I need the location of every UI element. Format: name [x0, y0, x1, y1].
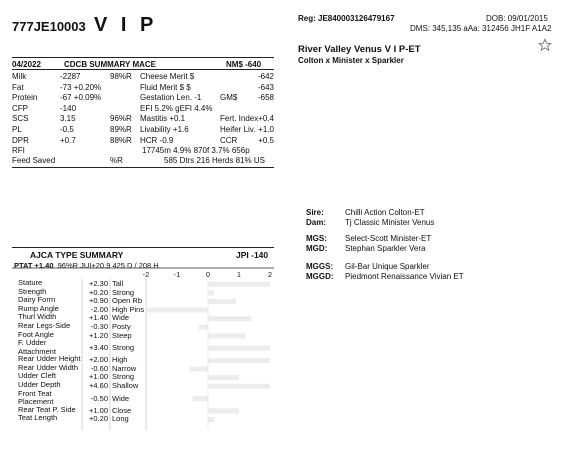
mggd-label: MGGD:	[306, 272, 334, 281]
axis-tick-label: -1	[173, 270, 181, 279]
mgd-value: Stephan Sparkler Vera	[345, 244, 426, 253]
cdcb-cell: 98%R	[110, 72, 132, 81]
cdcb-cell: SCS	[12, 114, 29, 124]
trait-descriptor: Open Rb	[112, 296, 143, 306]
axis-tick-label: 2	[267, 270, 273, 279]
trait-value: +0.20	[89, 414, 108, 424]
sire-label: Sire:	[306, 208, 324, 217]
trait-bar	[208, 316, 251, 321]
reg-number: Reg: JE840003126479167	[298, 14, 395, 23]
trait-bar	[199, 325, 208, 330]
dob: DOB: 09/01/2015	[486, 14, 548, 23]
trait-name: F. Udder Attachment	[18, 338, 56, 356]
trait-bar	[193, 396, 209, 401]
trait-descriptor: Strong	[112, 372, 135, 382]
mgs-label: MGS:	[306, 234, 327, 243]
trait-bar	[208, 408, 239, 413]
trait-descriptor: Narrow	[112, 363, 137, 373]
cdcb-cell: 88%R	[110, 135, 132, 145]
cdcb-cell: DPR	[12, 135, 29, 145]
cdcb-cell: GM$	[220, 93, 238, 103]
cdcb-date: 04/2022	[12, 60, 41, 69]
trait-bar	[208, 346, 270, 351]
trait-value: +0.90	[89, 296, 108, 306]
trait-bar	[146, 308, 208, 313]
dam-value: Tj Classic Minister Venus	[345, 218, 435, 227]
trait-value: +0.20	[89, 287, 108, 297]
cdcb-title: CDCB SUMMARY MACE	[64, 60, 156, 69]
trait-value: +1.00	[89, 372, 108, 382]
feed-saved-label: Feed Saved	[12, 156, 56, 165]
cdcb-cell: -67 +0.09%	[60, 93, 102, 103]
trait-name: Rear Legs-Side	[18, 321, 71, 330]
cdcb-cell: +0.4	[258, 114, 274, 124]
trait-value: -0.50	[90, 393, 108, 403]
trait-name: Foot Angle	[18, 329, 54, 339]
mggs-value: Gil-Bar Unique Sparkler	[345, 262, 430, 271]
trait-descriptor: Shallow	[112, 381, 139, 390]
cdcb-cell: 89%R	[110, 125, 132, 134]
cdcb-cell: Livability +1.6	[140, 125, 189, 134]
cdcb-cell: Fat	[12, 82, 24, 92]
trait-bar	[208, 375, 239, 380]
cdcb-cell: Heifer Liv.	[220, 125, 256, 134]
cdcb-cell: PL	[12, 125, 22, 134]
trait-name: Udder Depth	[18, 380, 61, 389]
trait-descriptor: High Pins	[112, 304, 145, 314]
trait-bar	[208, 384, 270, 389]
ptat-details: 96%R JUI+20.9 425 D / 208 H	[57, 261, 159, 270]
cdcb-cell: Protein	[12, 93, 38, 103]
trait-descriptor: Strong	[112, 287, 135, 297]
trait-value: -2.00	[90, 304, 108, 314]
trait-name: Rear Teat P. Side	[18, 404, 76, 414]
cdcb-cell: Fluid Merit $ $	[140, 82, 191, 92]
cdcb-nm: NM$ -640	[226, 60, 262, 69]
cdcb-cell: -0.5	[60, 125, 74, 134]
cdcb-cell: 3.15	[60, 114, 76, 124]
dms-line: DMS: 345,135 aAa: 312456 JH1F A1A2	[410, 24, 552, 33]
cdcb-cell: Gestation Len. -1	[140, 93, 202, 103]
trait-descriptor: Wide	[112, 393, 130, 403]
trait-descriptor: High	[112, 355, 128, 365]
dam-label: Dam:	[306, 218, 327, 227]
trait-descriptor: Wide	[112, 313, 130, 323]
axis-tick-label: -2	[142, 270, 150, 279]
trait-value: -0.60	[90, 363, 108, 373]
trait-bar	[208, 282, 270, 287]
mgd-label: MGD:	[306, 244, 328, 253]
trait-name: Strength	[18, 286, 47, 296]
trait-name: Rear Udder Height	[18, 354, 81, 364]
cdcb-cell: +0.5	[258, 135, 274, 145]
cdcb-cell: Milk	[12, 72, 27, 81]
trait-name: Teat Length	[18, 413, 58, 423]
cdcb-cell: -658	[257, 93, 274, 103]
animal-lineage: Colton x Minister x Sparkler	[298, 56, 404, 65]
cdcb-cell: Fert. Index	[220, 114, 259, 124]
trait-descriptor: Strong	[112, 343, 135, 353]
cdcb-cell: -643	[257, 82, 274, 92]
trait-value: +3.40	[89, 343, 108, 353]
vip-title: V I P	[93, 14, 158, 36]
cdcb-cell: 96%R	[110, 114, 132, 124]
axis-tick-label: 1	[236, 270, 242, 279]
trait-bar	[208, 299, 236, 304]
trait-value: +1.20	[89, 330, 108, 340]
trait-descriptor: Long	[112, 414, 129, 424]
trait-descriptor: Tall	[112, 279, 124, 288]
trait-name: Stature	[18, 278, 43, 287]
trait-descriptor: Close	[112, 405, 132, 415]
mgs-value: Select-Scott Minister-ET	[345, 234, 432, 243]
cdcb-cell: +1.0	[258, 125, 274, 134]
trait-value: +4.60	[89, 381, 108, 390]
trait-value: -0.30	[90, 322, 108, 331]
trait-name: Rear Udder Width	[18, 362, 79, 372]
rfi-values: 17745m 4.9% 870f 3.7% 656p	[142, 146, 250, 155]
feed-saved-values: 585 Dtrs 216 Herds 81% US	[164, 156, 265, 165]
cdcb-cell: -642	[257, 72, 274, 81]
rfi-label: RFI	[12, 146, 25, 155]
cdcb-cell: +0.7	[60, 135, 76, 145]
axis-tick-label: 0	[205, 270, 211, 279]
trait-bar	[208, 417, 214, 422]
mggs-label: MGGS:	[306, 262, 334, 271]
ajca-jpi: JPI -140	[236, 250, 269, 260]
animal-name: River Valley Venus V I P-ET	[298, 44, 421, 55]
trait-name: Front Teat Placement	[18, 388, 54, 407]
cdcb-cell: Cheese Merit $	[140, 72, 195, 81]
cdcb-cell: CCR	[220, 135, 238, 145]
trait-name: Dairy Form	[18, 295, 56, 305]
trait-descriptor: Posty	[112, 322, 131, 331]
cdcb-cell: Mastitis +0.1	[140, 114, 186, 124]
feed-saved-r: %R	[110, 156, 123, 165]
trait-bar	[208, 290, 214, 295]
cdcb-cell: -140	[60, 103, 77, 113]
ptat-label: PTAT +1.40	[14, 261, 54, 270]
trait-bar	[208, 358, 270, 363]
registration-code: 777JE10003	[12, 19, 86, 34]
cdcb-cell: -73 +0.20%	[60, 82, 102, 92]
trait-value: +2.00	[89, 355, 108, 365]
trait-descriptor: Steep	[112, 330, 132, 340]
cdcb-cell: EFI 5.2% gEFI 4.4%	[140, 103, 213, 113]
trait-name: Rump Angle	[18, 303, 59, 313]
trait-value: +1.40	[89, 313, 108, 323]
trait-bar	[208, 333, 245, 338]
trait-bar	[189, 367, 208, 372]
sire-value: Chilli Action Colton-ET	[345, 208, 425, 217]
trait-name: Udder Cleft	[18, 371, 56, 381]
cdcb-cell: CFP	[12, 103, 28, 113]
cdcb-cell: -2287	[60, 72, 81, 81]
mggd-value: Piedmont Renaissance Vivian ET	[345, 272, 464, 281]
ajca-title: AJCA TYPE SUMMARY	[30, 250, 124, 260]
cdcb-cell: HCR -0.9	[140, 135, 174, 145]
trait-name: Thurl Width	[18, 312, 57, 322]
trait-value: +1.00	[89, 405, 108, 415]
trait-value: +2.30	[89, 279, 108, 288]
